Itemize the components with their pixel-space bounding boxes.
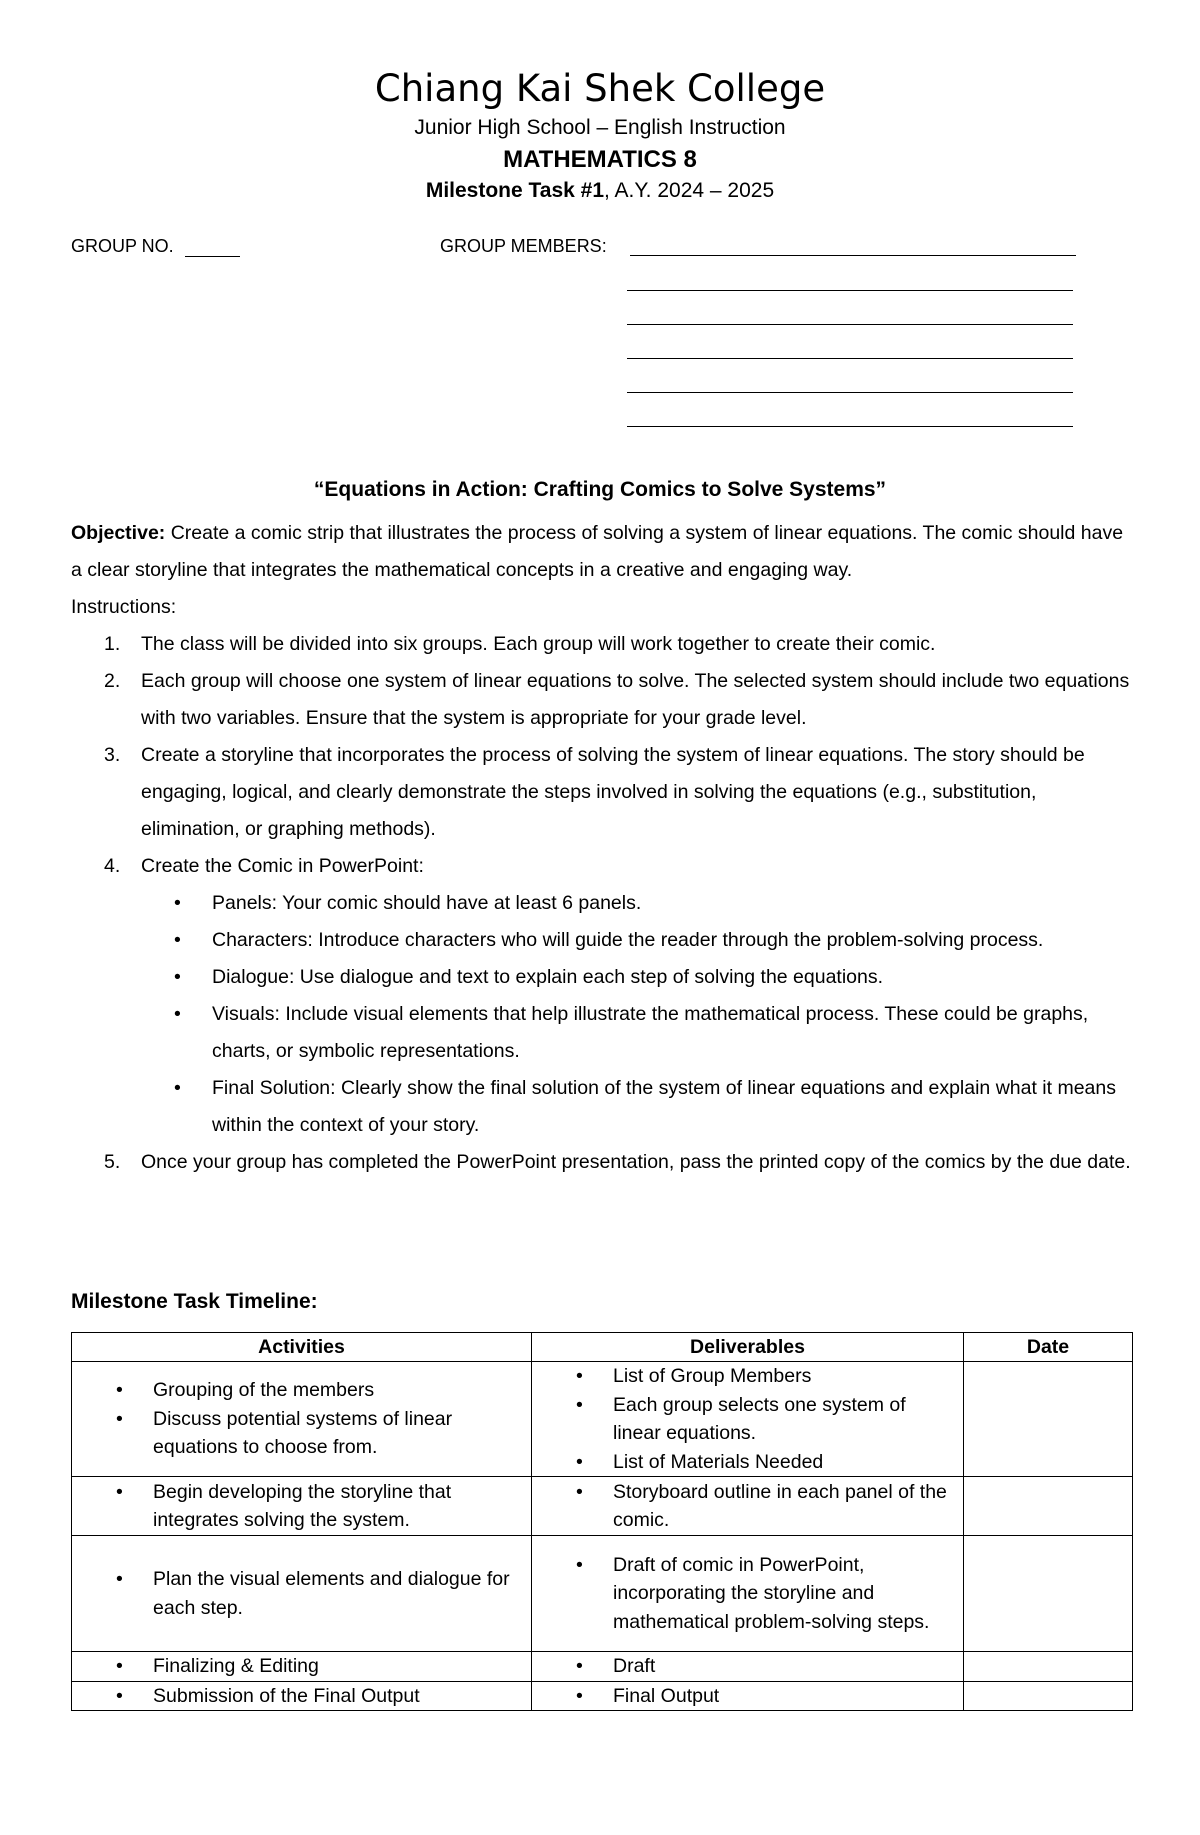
member-blank-line[interactable]	[630, 255, 1076, 256]
group-no-label: GROUP NO.	[71, 236, 174, 256]
deliverables-cell	[532, 1536, 964, 1652]
member-blank-line[interactable]	[627, 426, 1073, 427]
activities-list	[72, 1652, 531, 1681]
table-row	[72, 1681, 1133, 1711]
date-cell[interactable]	[964, 1477, 1133, 1536]
instruction-item	[71, 663, 1131, 737]
date-cell[interactable]	[964, 1652, 1133, 1682]
instruction-number: 5.	[104, 1151, 121, 1173]
instruction-text: Create a storyline that incorporates the process of solving the system of linear equations. The story should be engaging, logical, and clearly demonstrate the steps involved in solving the equations (e.g., substitution, elimination, or graphing methods).	[141, 744, 1085, 840]
instructions-label: Instructions:	[71, 596, 177, 618]
subject-title: MATHEMATICS 8	[503, 146, 697, 173]
activities-cell	[72, 1477, 532, 1536]
deliverable-item: • Each group selects one system of linear equations.	[532, 1391, 963, 1448]
instruction-text: Once your group has completed the PowerPoint presentation, pass the printed copy of the comics by the due date.	[141, 1151, 1131, 1173]
date-cell[interactable]	[964, 1362, 1133, 1477]
deliverables-list	[532, 1682, 963, 1711]
division-line: Junior High School – English Instruction	[414, 116, 786, 139]
activities-list	[72, 1478, 531, 1535]
instruction-text: Create the Comic in PowerPoint:	[141, 855, 424, 877]
date-cell[interactable]	[964, 1536, 1133, 1652]
group-no-blank[interactable]	[185, 238, 240, 257]
activity-item: • Discuss potential systems of linear equations to choose from.	[72, 1405, 531, 1462]
objective-paragraph	[71, 515, 1131, 589]
activities-cell	[72, 1681, 532, 1711]
deliverable-item: • Final Output	[532, 1682, 963, 1711]
task-title: “Equations in Action: Crafting Comics to Solve Systems”	[313, 478, 887, 501]
task-body	[71, 515, 1131, 1181]
activities-cell	[72, 1652, 532, 1682]
academic-year: , A.Y. 2024 – 2025	[604, 179, 775, 202]
comic-requirement-item: • Panels: Your comic should have at least 6 panels.	[141, 885, 1131, 922]
activities-list	[72, 1565, 531, 1622]
milestone-line	[0, 176, 1200, 206]
deliverables-cell	[532, 1362, 964, 1477]
activities-cell	[72, 1536, 532, 1652]
instruction-text: The class will be divided into six groups. Each group will work together to create their comic.	[141, 633, 936, 655]
instructions-list	[71, 626, 1131, 1181]
document-header	[0, 66, 1200, 206]
date-cell[interactable]	[964, 1681, 1133, 1711]
comic-requirement-item: • Characters: Introduce characters who will guide the reader through the problem-solving process.	[141, 922, 1131, 959]
instruction-number: 4.	[104, 855, 121, 877]
deliverables-list	[532, 1551, 963, 1637]
objective-label: Objective:	[71, 522, 166, 544]
column-header-date: Date	[964, 1333, 1133, 1362]
deliverable-item: • List of Materials Needed	[532, 1448, 963, 1477]
instruction-item	[71, 848, 1131, 1144]
column-header-deliverables: Deliverables	[532, 1333, 964, 1362]
deliverables-cell	[532, 1681, 964, 1711]
instruction-number: 2.	[104, 670, 121, 692]
table-row	[72, 1362, 1133, 1477]
table-row	[72, 1536, 1133, 1652]
table-header-row	[72, 1333, 1133, 1362]
table-row	[72, 1477, 1133, 1536]
deliverable-item: • Draft of comic in PowerPoint, incorporating the storyline and mathematical problem-solving steps.	[532, 1551, 963, 1637]
column-header-activities: Activities	[72, 1333, 532, 1362]
deliverables-cell	[532, 1477, 964, 1536]
deliverable-item: • List of Group Members	[532, 1362, 963, 1391]
deliverable-item: • Storyboard outline in each panel of the comic.	[532, 1478, 963, 1535]
instruction-item	[71, 1144, 1131, 1181]
activities-list	[72, 1376, 531, 1462]
table-row	[72, 1652, 1133, 1682]
deliverables-list	[532, 1362, 963, 1476]
instruction-text: Each group will choose one system of linear equations to solve. The selected system should include two equations with two variables. Ensure that the system is appropriate for your grade level.	[141, 670, 1130, 729]
milestone-label: Milestone Task #1	[425, 179, 605, 202]
instruction-item	[71, 626, 1131, 663]
member-blank-line[interactable]	[627, 358, 1073, 359]
school-name: Chiang Kai Shek College	[374, 67, 826, 110]
group-no-field	[71, 236, 240, 257]
timeline-table	[71, 1332, 1133, 1711]
deliverables-list	[532, 1652, 963, 1681]
activity-item: • Grouping of the members	[72, 1376, 531, 1405]
deliverables-cell	[532, 1652, 964, 1682]
instruction-item	[71, 737, 1131, 848]
activity-item: • Begin developing the storyline that integrates solving the system.	[72, 1478, 531, 1535]
activities-list	[72, 1682, 531, 1711]
instruction-number: 3.	[104, 744, 121, 766]
member-blank-line[interactable]	[627, 324, 1073, 325]
comic-requirement-item: • Dialogue: Use dialogue and text to explain each step of solving the equations.	[141, 959, 1131, 996]
member-blank-line[interactable]	[627, 392, 1073, 393]
group-members-field	[440, 236, 607, 257]
activity-item: • Submission of the Final Output	[72, 1682, 531, 1711]
timeline-title: Milestone Task Timeline:	[71, 1290, 318, 1313]
deliverables-list	[532, 1478, 963, 1535]
instruction-number: 1.	[104, 633, 121, 655]
comic-requirements-list	[141, 885, 1131, 1144]
objective-text: Create a comic strip that illustrates the process of solving a system of linear equations. The comic should have a clear storyline that integrates the mathematical concepts in a creative and engaging way.	[71, 522, 1124, 581]
member-blank-line[interactable]	[627, 290, 1073, 291]
activity-item: • Plan the visual elements and dialogue for each step.	[72, 1565, 531, 1622]
comic-requirement-item: • Visuals: Include visual elements that help illustrate the mathematical process. These could be graphs, charts, or symbolic representations.	[141, 996, 1131, 1070]
comic-requirement-item: • Final Solution: Clearly show the final solution of the system of linear equations and explain what it means within the context of your story.	[141, 1070, 1131, 1144]
group-members-label: GROUP MEMBERS:	[440, 236, 607, 256]
activity-item: • Finalizing & Editing	[72, 1652, 531, 1681]
deliverable-item: • Draft	[532, 1652, 963, 1681]
activities-cell	[72, 1362, 532, 1477]
